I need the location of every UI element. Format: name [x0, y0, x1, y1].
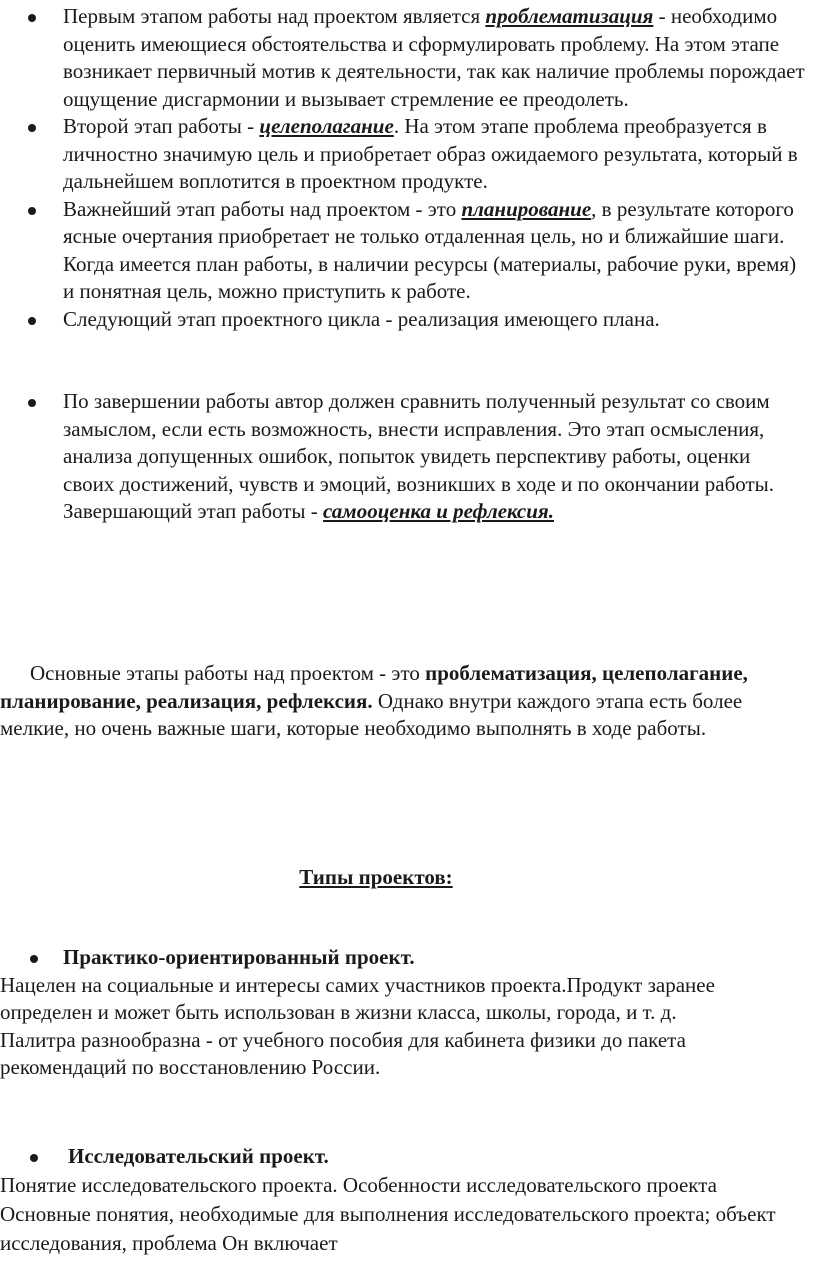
bullet-icon [28, 14, 36, 22]
project-type-title: Практико-ориентированный проект. [63, 945, 415, 969]
stage-term: планирование [461, 196, 592, 221]
stage-item-goal-setting [0, 113, 816, 196]
stage-text: - необходимо оценить имеющиеся обстоятельства и сформулировать проблему. На этом этапе возникает первичный мотив к деятельности, так как наличие проблемы порождает ощущение дисгармонии и вызывает стремление ее преодолеть. [63, 4, 805, 111]
stage-term: самооценка и рефлексия. [323, 499, 554, 523]
project-type-practical [0, 944, 812, 1082]
stage-text: Второй этап работы - [63, 114, 260, 138]
bullet-icon [28, 124, 36, 132]
stages-summary-paragraph [0, 660, 812, 743]
project-type-description: Понятие исследовательского проекта. Особенности исследовательского проекта Основные понятия, необходимые для выполнения исследовательского проекта; объект исследования, проблема Он включает [0, 1172, 776, 1255]
project-type-description: Палитра разнообразна - от учебного пособия для кабинета физики до пакета рекомендаций по восстановлению России. [0, 1027, 686, 1079]
bullet-icon [30, 1154, 38, 1162]
project-type-description: Нацелен на социальные и интересы самих участников проекта.Продукт заранее определен и может быть использован в жизни класса, школы, города, и т. д. [0, 972, 715, 1024]
summary-text: Однако внутри каждого этапа есть более мелкие, но очень важные шаги, которые необходимо выполнять в ходе работы. [0, 688, 743, 740]
types-heading: Типы проектов: [299, 865, 453, 889]
project-stages-list [0, 3, 816, 526]
stage-item-problematization [0, 3, 816, 113]
stage-item-planning [0, 196, 816, 306]
bullet-icon [30, 955, 38, 963]
stage-text: . На этом этапе проблема преобразуется в личностно значимую цель и приобретает образ ожидаемого результата, который в дальнейшем воплотится в проектном продукте. [63, 114, 798, 193]
stage-text: Первым этапом работы над проектом является [63, 4, 486, 28]
stage-term: проблематизация [485, 4, 654, 28]
stage-text: По завершении работы автор должен сравнить полученный результат со своим замыслом, если есть возможность, внести исправления. Это этап осмысления, анализа допущенных ошибок, попыток увидеть перспективу работы, оценки своих достижений, чувств и эмоций, возникших в ходе и по окончании работы. Завершающий этап работы - [63, 389, 775, 523]
stage-text: Следующий этап проектного цикла - реализация имеющего плана. [63, 306, 660, 331]
bullet-icon [28, 207, 36, 215]
summary-bold-text: проблематизация, целеполагание, планирование, реализация, рефлексия. [0, 661, 748, 713]
bullet-icon [28, 317, 36, 325]
stage-text: , в результате которого ясные очертания приобретает не только отдаленная цель, но и ближайшие шаги. Когда имеется план работы, в наличии ресурсы (материалы, рабочие руки, время) и понятная цель, можно приступить к работе. [63, 196, 797, 303]
project-type-title: Исследовательский проект. [68, 1144, 329, 1168]
stage-item-reflection [0, 388, 816, 526]
stage-text: Важнейший этап работы над проектом - это [63, 196, 462, 221]
stage-term: целеполагание [259, 114, 394, 138]
project-type-research [0, 1143, 812, 1258]
summary-text: Основные этапы работы над проектом - это [30, 661, 426, 685]
bullet-icon [28, 399, 36, 407]
stage-item-implementation [0, 306, 816, 334]
